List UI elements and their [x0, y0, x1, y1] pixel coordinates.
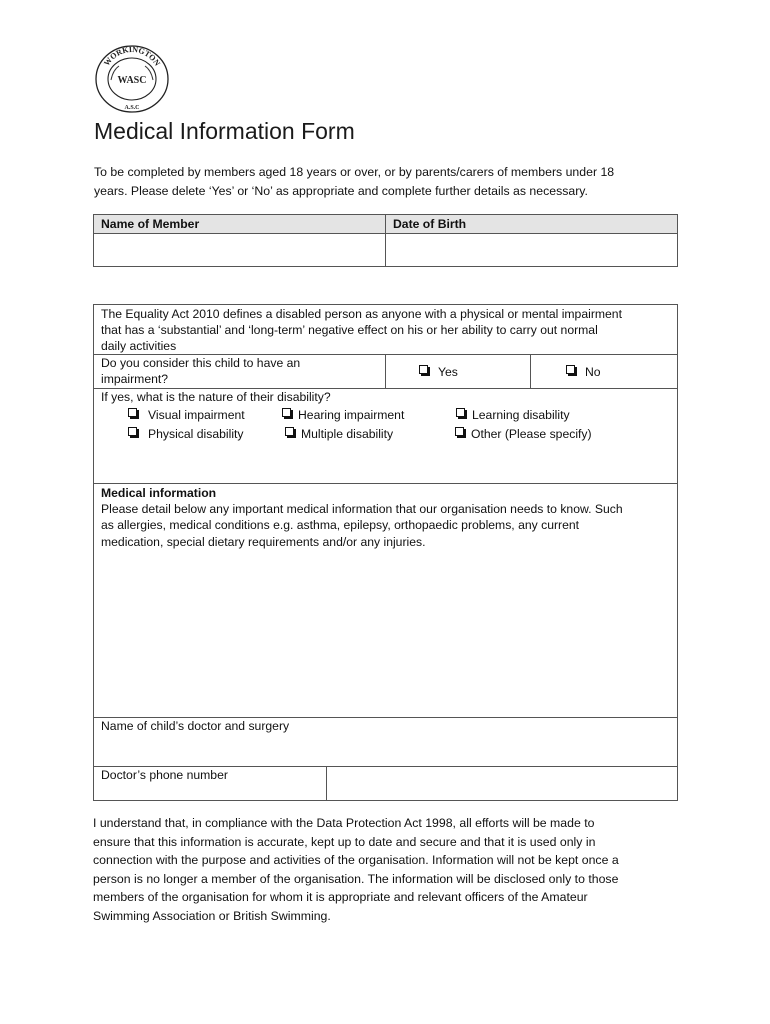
medical-information-field[interactable]: [93, 483, 678, 718]
doctor-surgery-label: Name of child’s doctor and surgery: [101, 719, 290, 733]
intro-line: years. Please delete ‘Yes’ or ‘No’ as appropriate and complete further details as necessary.: [94, 184, 588, 198]
medical-instructions-line: medication, special dietary requirements and/or any injuries.: [101, 535, 426, 549]
yes-option-cell: [385, 354, 531, 389]
doctor-phone-label: Doctor’s phone number: [101, 768, 228, 782]
visual-impairment-checkbox[interactable]: [128, 408, 137, 417]
equality-act-cell: [93, 304, 678, 355]
yes-checkbox[interactable]: [419, 365, 428, 374]
impairment-question-line: impairment?: [101, 372, 169, 386]
equality-text-line: daily activities: [101, 339, 177, 353]
intro-line: To be completed by members aged 18 years or over, or by parents/carers of members under 18: [94, 165, 615, 179]
doctor-phone-field[interactable]: [326, 766, 678, 801]
logo-top-text: WORKINGTON: [102, 44, 162, 68]
name-header-cell: [93, 214, 386, 234]
yes-label: Yes: [438, 365, 458, 379]
physical-disability-checkbox[interactable]: [128, 427, 137, 436]
declaration-line: person is no longer a member of the organisation. The information will be disclosed only to those: [93, 872, 619, 886]
member-name-field[interactable]: [93, 233, 386, 267]
declaration-line: connection with the purpose and activities of the organisation. Information will not be kept once a: [93, 853, 619, 867]
multiple-disability-label: Multiple disability: [301, 427, 394, 441]
no-option-cell: [530, 354, 678, 389]
equality-text-line: The Equality Act 2010 defines a disabled person as anyone with a physical or mental impairment: [101, 307, 622, 321]
nature-question: If yes, what is the nature of their disability?: [101, 390, 331, 404]
name-header: Name of Member: [101, 217, 200, 231]
equality-text-line: that has a ‘substantial’ and ‘long-term’ negative effect on his or her ability to carry out normal: [101, 323, 598, 337]
doctor-surgery-field[interactable]: [93, 717, 678, 767]
other-disability-label: Other (Please specify): [471, 427, 592, 441]
no-checkbox[interactable]: [566, 365, 575, 374]
declaration-line: members of the organisation for whom it is appropriate and relevant officers of the Amateur: [93, 890, 588, 904]
medical-heading: Medical information: [101, 486, 217, 500]
form-title: Medical Information Form: [94, 118, 355, 144]
other-disability-checkbox[interactable]: [455, 427, 464, 436]
declaration-line: I understand that, in compliance with the Data Protection Act 1998, all efforts will be made to: [93, 816, 595, 830]
disability-nature-cell: [93, 388, 678, 484]
impairment-question-cell: [93, 354, 386, 389]
logo-center-text: WASC: [117, 75, 147, 86]
physical-disability-label: Physical disability: [148, 427, 244, 441]
impairment-question-line: Do you consider this child to have an: [101, 356, 301, 370]
medical-instructions-line: as allergies, medical conditions e.g. asthma, epilepsy, orthopaedic problems, any current: [101, 518, 580, 532]
visual-impairment-label: Visual impairment: [148, 408, 245, 422]
declaration-line: ensure that this information is accurate, kept up to date and secure and that it is used only in: [93, 835, 596, 849]
logo-bottom-text: A.S.C: [124, 105, 140, 111]
learning-disability-label: Learning disability: [472, 408, 570, 422]
hearing-impairment-checkbox[interactable]: [282, 408, 291, 417]
medical-instructions-line: Please detail below any important medical information that our organisation needs to know. Such: [101, 502, 623, 516]
declaration-line: Swimming Association or British Swimming.: [93, 909, 331, 923]
learning-disability-checkbox[interactable]: [456, 408, 465, 417]
no-label: No: [585, 365, 601, 379]
date-of-birth-field[interactable]: [385, 233, 678, 267]
doctor-phone-label-cell: [93, 766, 327, 801]
dob-header: Date of Birth: [393, 217, 467, 231]
multiple-disability-checkbox[interactable]: [285, 427, 294, 436]
hearing-impairment-label: Hearing impairment: [298, 408, 405, 422]
club-logo: [93, 44, 171, 114]
dob-header-cell: [385, 214, 678, 234]
